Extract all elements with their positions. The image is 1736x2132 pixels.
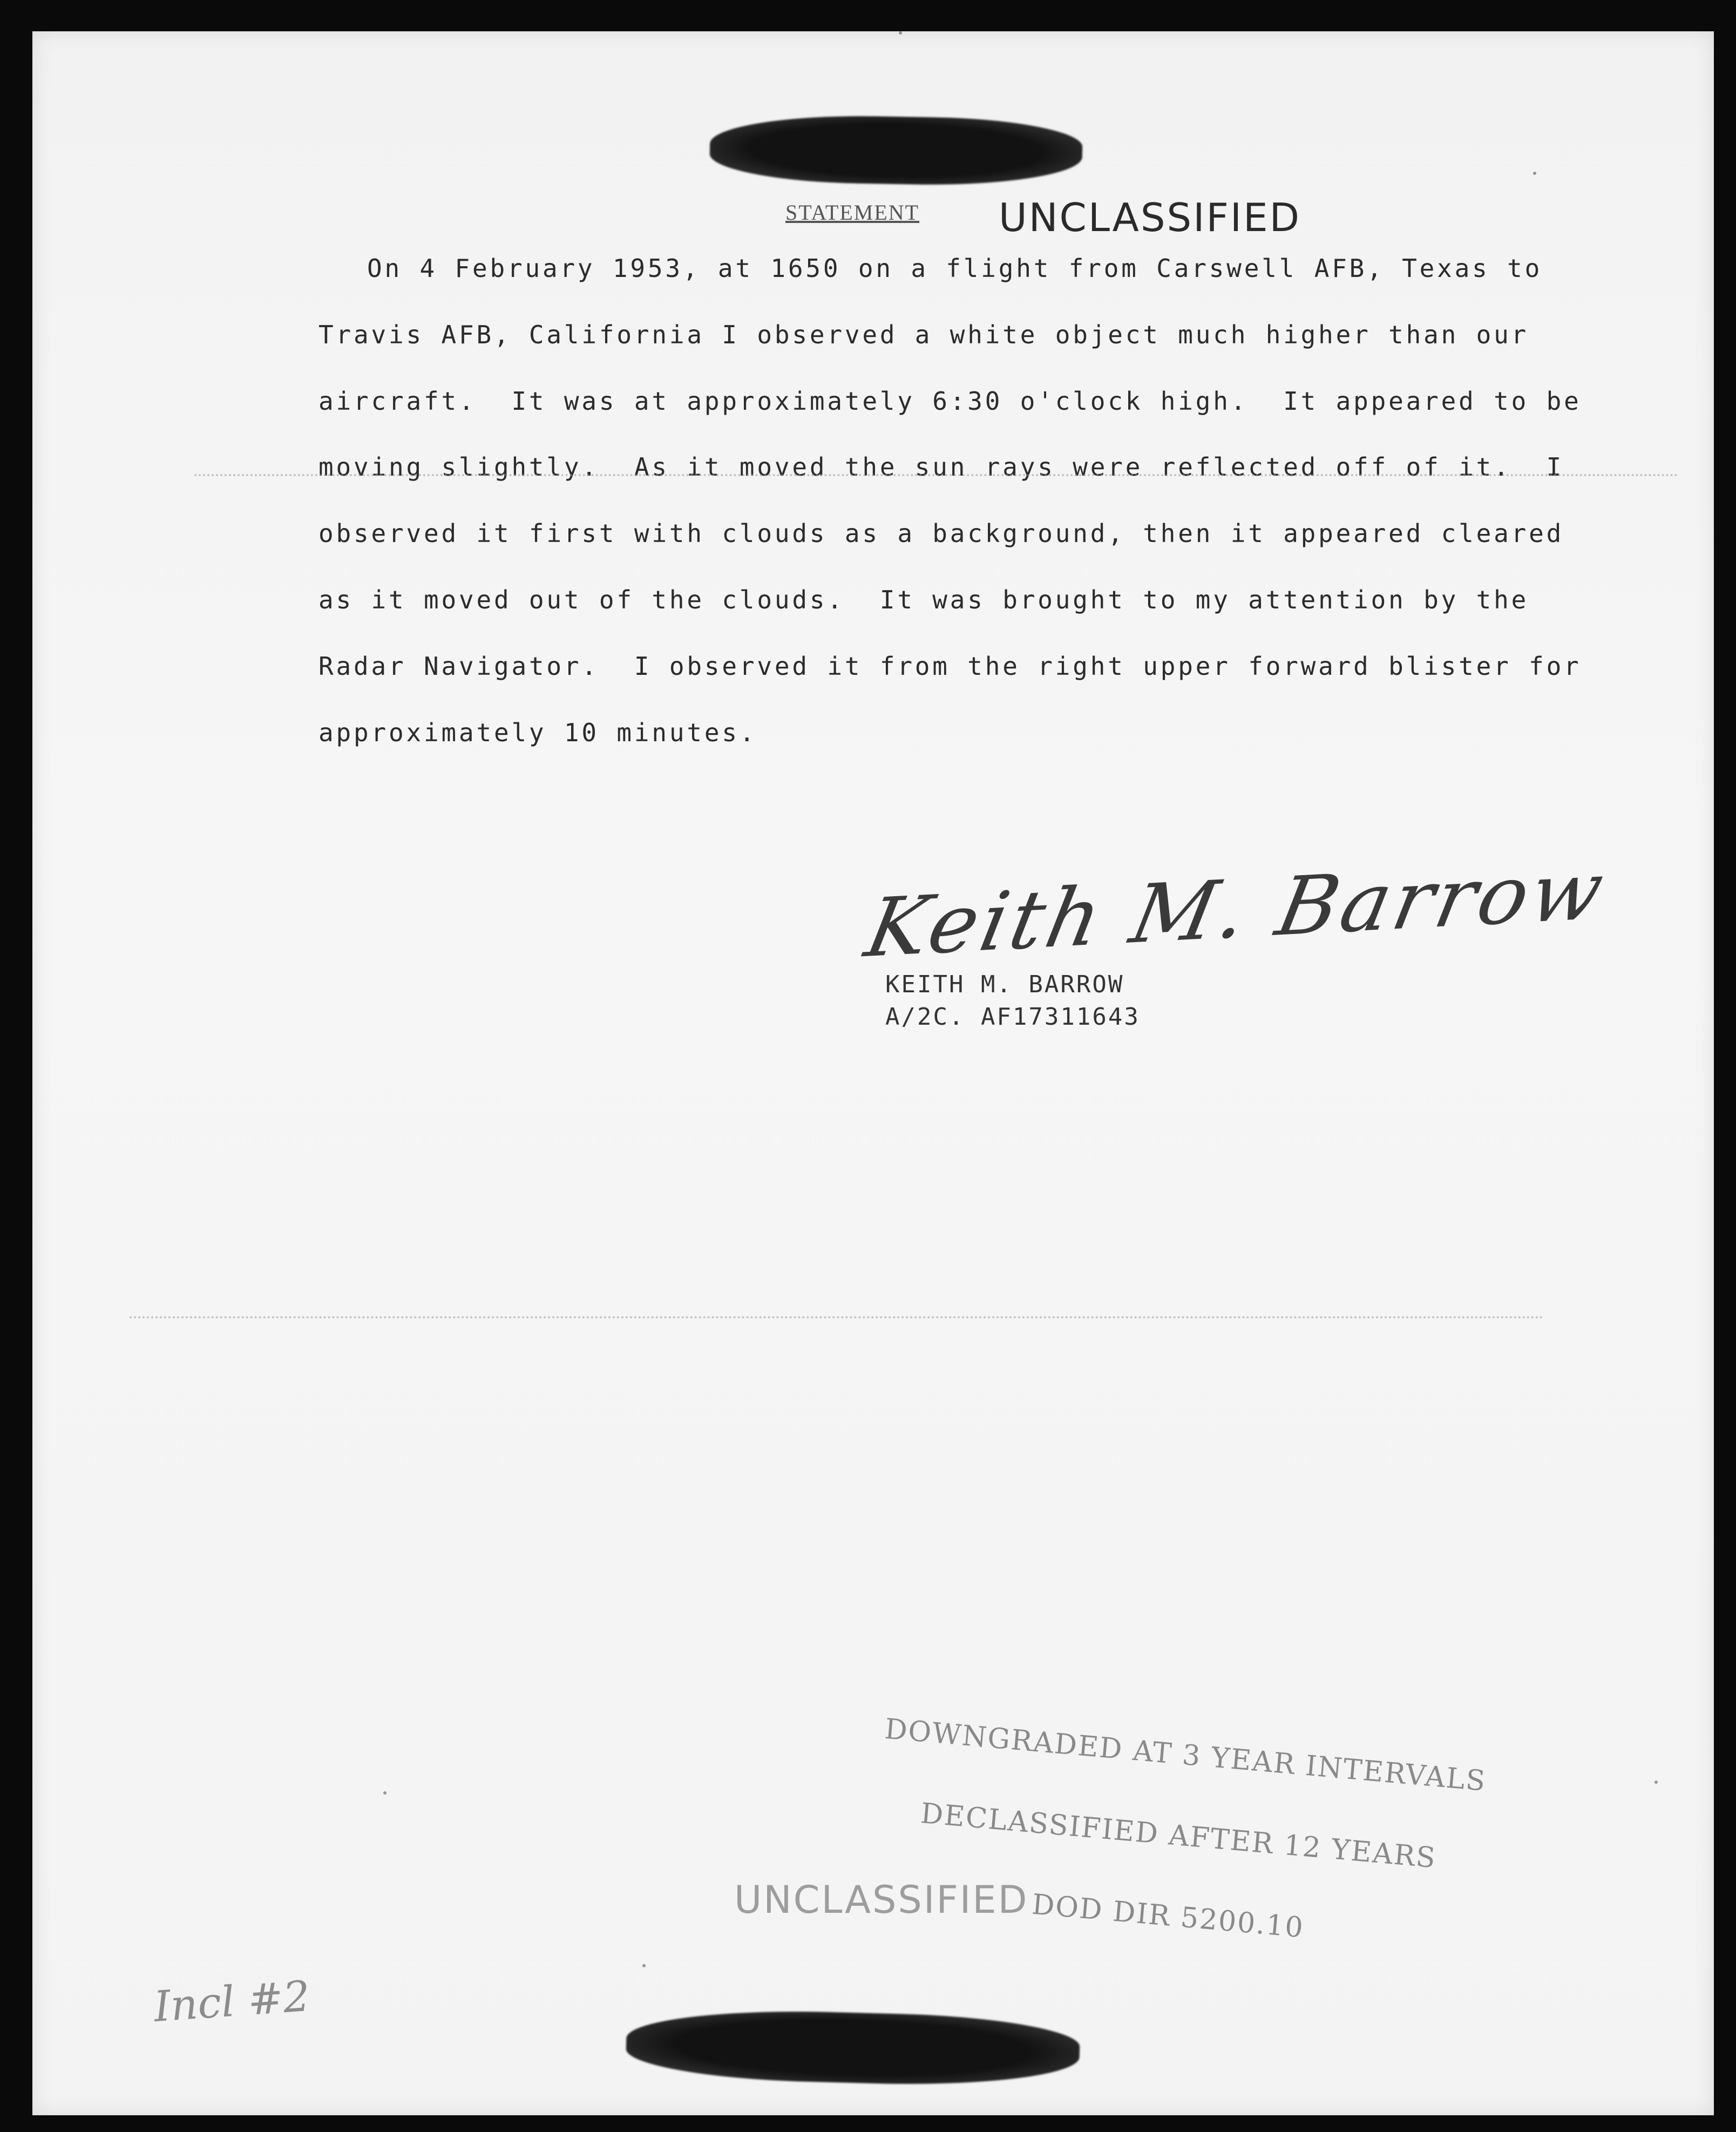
scan-artifact-line xyxy=(194,474,1679,476)
declass-line: DOD DIR 5200.10 xyxy=(1030,1888,1306,1945)
redaction-bar-bottom xyxy=(625,2007,1080,2089)
body-line: approximately 10 minutes. xyxy=(318,718,757,747)
declass-line: DECLASSIFIED AFTER 12 YEARS xyxy=(919,1797,1438,1875)
classification-stamp-bottom: UNCLASSIFIED xyxy=(734,1878,1029,1922)
classification-stamp-top: UNCLASSIFIED xyxy=(999,195,1301,240)
body-line: Radar Navigator. I observed it from the right upper forward blister for xyxy=(318,652,1582,681)
declassification-stamp xyxy=(865,1662,1492,2010)
body-line: aircraft. It was at approximately 6:30 o'clock high. It appeared to be xyxy=(318,387,1582,416)
declass-line: DOWNGRADED AT 3 YEAR INTERVALS xyxy=(883,1713,1488,1798)
speck xyxy=(383,1791,386,1795)
body-line: as it moved out of the clouds. It was brought to my attention by the xyxy=(318,585,1529,614)
body-line: Travis AFB, California I observed a white object much higher than our xyxy=(318,320,1529,349)
enclosure-note: Incl #2 xyxy=(152,1972,312,2032)
statement-label: STATEMENT xyxy=(785,200,920,225)
body-line: observed it first with clouds as a background, then it appeared cleared xyxy=(318,519,1564,548)
body-line: moving slightly. As it moved the sun rays were reflected off of it. I xyxy=(318,452,1564,482)
signer-name: KEITH M. BARROW xyxy=(885,971,1124,998)
body-line: On 4 February 1953, at 1650 on a flight from Carswell AFB, Texas to xyxy=(367,254,1543,283)
scan-artifact-line xyxy=(130,1316,1544,1318)
redaction-bar-top xyxy=(709,113,1083,187)
speck xyxy=(899,31,902,35)
handwritten-signature: Keith M. Barrow xyxy=(858,843,1615,976)
signer-rank-serial: A/2C. AF17311643 xyxy=(885,1003,1140,1031)
document-page xyxy=(32,31,1714,2115)
speck xyxy=(642,1964,646,1967)
speck xyxy=(1654,1781,1658,1784)
speck xyxy=(1533,172,1536,175)
